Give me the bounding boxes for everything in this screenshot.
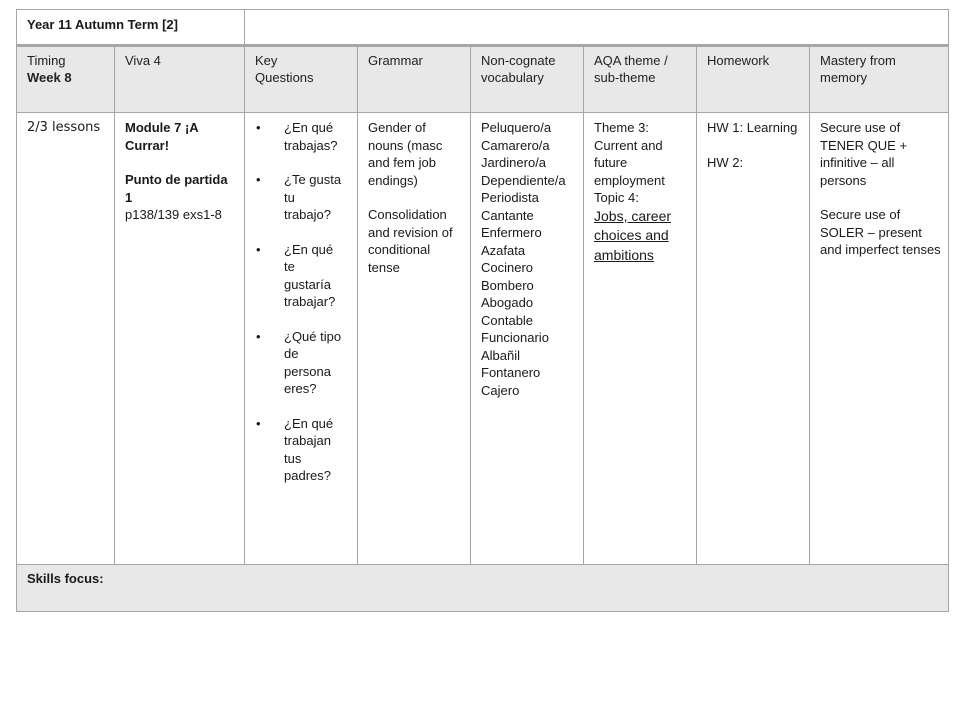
header-mastery: Mastery from memory xyxy=(810,46,949,113)
title-row xyxy=(17,10,949,46)
vocab-item: Camarero/a xyxy=(481,137,550,153)
header-timing xyxy=(17,46,115,113)
mastery-cell xyxy=(810,113,949,565)
vocab-item: Cocinero xyxy=(481,260,534,275)
vocab-item: Fontanero xyxy=(481,365,541,380)
bullet-icon: • xyxy=(256,415,261,431)
key-question: • ¿Te gusta tu trabajo? xyxy=(256,172,342,222)
module-pages: p138/139 exs1-8 xyxy=(125,207,222,222)
vocab-item: Periodista xyxy=(481,190,539,205)
aqa-theme: Theme 3: Current and future employment xyxy=(594,120,665,188)
lesson-plan-table xyxy=(16,9,949,612)
vocab-item: Albañil xyxy=(481,347,521,363)
vocab-item: Abogado xyxy=(481,295,534,310)
homework-cell xyxy=(697,113,810,565)
vocab-item: Funcionario xyxy=(481,330,549,345)
lesson-plan-sheet xyxy=(16,9,948,612)
grammar-point: Gender of nouns (masc and fem job endings) xyxy=(368,120,443,188)
header-row xyxy=(17,46,949,113)
bullet-icon: • xyxy=(256,241,261,257)
key-questions-list xyxy=(253,119,351,485)
vocab-item: Azafata xyxy=(481,242,526,258)
key-question: • ¿En qué te gustaría trabajar? xyxy=(256,241,336,309)
key-questions-cell xyxy=(245,113,358,565)
title-blank-cell xyxy=(245,10,949,46)
homework-1: HW 1: Learning xyxy=(707,120,798,135)
header-vocab: Non-cognate vocabulary xyxy=(471,46,584,113)
module-cell xyxy=(115,113,245,565)
vocab-item: Cajero xyxy=(481,382,520,398)
vocab-item: Enfermero xyxy=(481,225,542,240)
aqa-cell xyxy=(584,113,697,565)
homework-2: HW 2: xyxy=(707,154,744,170)
term-title: Year 11 Autumn Term [2] xyxy=(17,10,245,46)
bullet-icon: • xyxy=(256,120,261,135)
header-homework: Homework xyxy=(697,46,810,113)
vocab-item: Cantante xyxy=(481,207,534,223)
skills-row xyxy=(17,565,949,612)
grammar-point: Consolidation and revision of conditional tense xyxy=(368,207,453,275)
header-key-questions: Key Questions xyxy=(245,46,358,113)
module-title: Module 7 ¡A Currar! xyxy=(125,120,199,153)
key-question: • ¿En qué trabajan tus padres? xyxy=(256,415,334,483)
header-week: Week 8 xyxy=(27,70,72,85)
mastery-point: Secure use of TENER QUE + infinitive – all persons xyxy=(820,120,908,188)
lesson-count: 2/3 lessons xyxy=(17,113,115,565)
mastery-point: Secure use of SOLER – present and imperfect tenses xyxy=(820,207,941,257)
vocab-item: Dependiente/a xyxy=(481,172,566,188)
grammar-cell xyxy=(358,113,471,565)
vocab-item: Bombero xyxy=(481,277,534,293)
key-question: • ¿Qué tipo de persona eres? xyxy=(256,328,342,396)
skills-focus: Skills focus: xyxy=(17,565,949,612)
lesson-row xyxy=(17,113,949,565)
header-grammar: Grammar xyxy=(358,46,471,113)
bullet-icon: • xyxy=(256,328,261,344)
module-subtitle: Punto de partida 1 xyxy=(125,172,228,205)
vocab-item: Contable xyxy=(481,312,534,328)
header-timing-label: Timing xyxy=(27,53,66,68)
vocab-item: Peluquero/a xyxy=(481,120,552,135)
header-aqa: AQA theme / sub-theme xyxy=(584,46,697,113)
aqa-subtheme: Jobs, career choices and ambitions xyxy=(594,207,672,263)
header-viva: Viva 4 xyxy=(115,46,245,113)
key-question: • ¿En qué trabajas? xyxy=(256,120,338,153)
aqa-topic: Topic 4: xyxy=(594,190,639,205)
vocab-cell xyxy=(471,113,584,565)
bullet-icon: • xyxy=(256,172,261,187)
vocab-item: Jardinero/a xyxy=(481,155,547,170)
